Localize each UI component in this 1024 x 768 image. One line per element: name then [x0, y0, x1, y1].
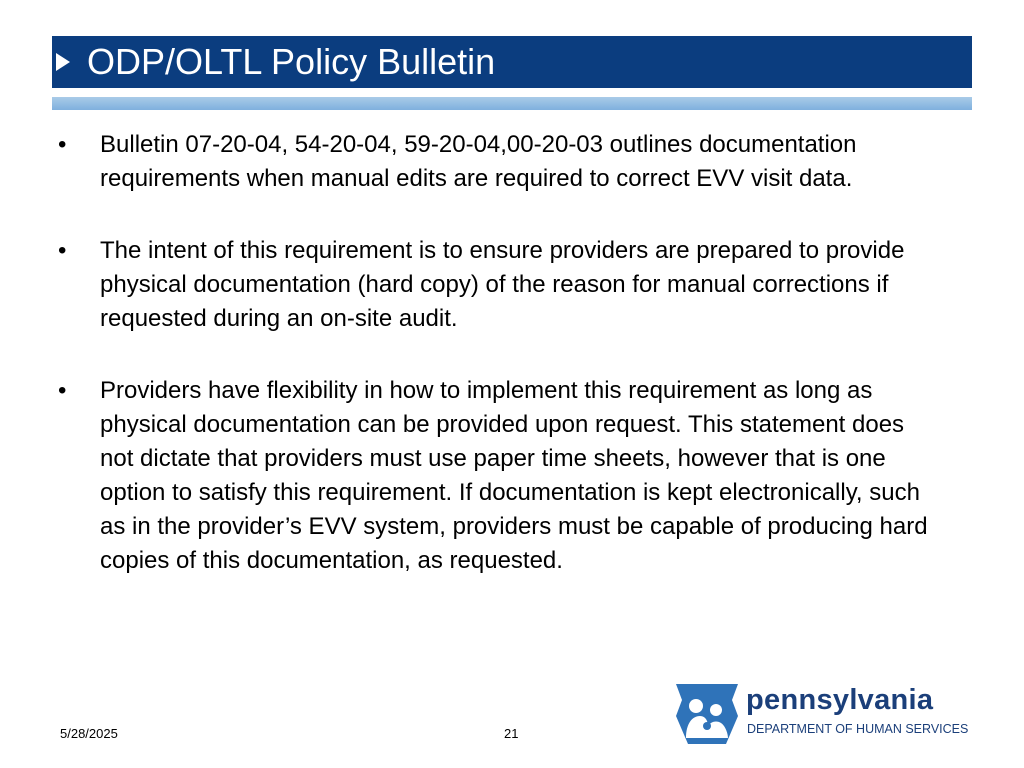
logo-department: DEPARTMENT OF HUMAN SERVICES — [747, 722, 969, 736]
title-arrow-icon — [56, 53, 70, 71]
bullet-text: The intent of this requirement is to ensure providers are prepared to provide physical documentation (hard copy) of the reason for manual corrections if requested during an on-site audit. — [100, 237, 905, 332]
title-underline-stripe — [52, 97, 972, 110]
bullet-text: Providers have flexibility in how to implement this requirement as long as physical documentation can be provided upon request. This statement does not dictate that providers must use paper time sheets, however that is one option to satisfy this requirement. If documentation is kept electronically, such as in the provider’s EVV system, providers must be capable of producing hard copies of this documentation, as requested. — [100, 377, 928, 574]
pennsylvania-dhs-logo — [674, 680, 984, 746]
logo-name: pennsylvania — [746, 684, 934, 716]
bullet-item — [56, 234, 936, 336]
bullet-icon: • — [58, 237, 67, 264]
bullet-item — [56, 374, 936, 578]
bullet-icon: • — [58, 131, 67, 158]
pennsylvania-keystone-family-icon — [674, 680, 740, 746]
title-bar — [52, 36, 972, 88]
bullet-icon: • — [58, 377, 67, 404]
slide-title: ODP/OLTL Policy Bulletin — [87, 41, 496, 82]
bullet-text: Bulletin 07-20-04, 54-20-04, 59-20-04,00-20-03 outlines documentation requirements when manual edits are required to correct EVV visit data. — [100, 131, 857, 192]
bullet-item — [56, 128, 936, 196]
footer-date: 5/28/2025 — [60, 726, 118, 741]
bullet-list — [56, 128, 936, 578]
page-number: 21 — [504, 726, 519, 741]
